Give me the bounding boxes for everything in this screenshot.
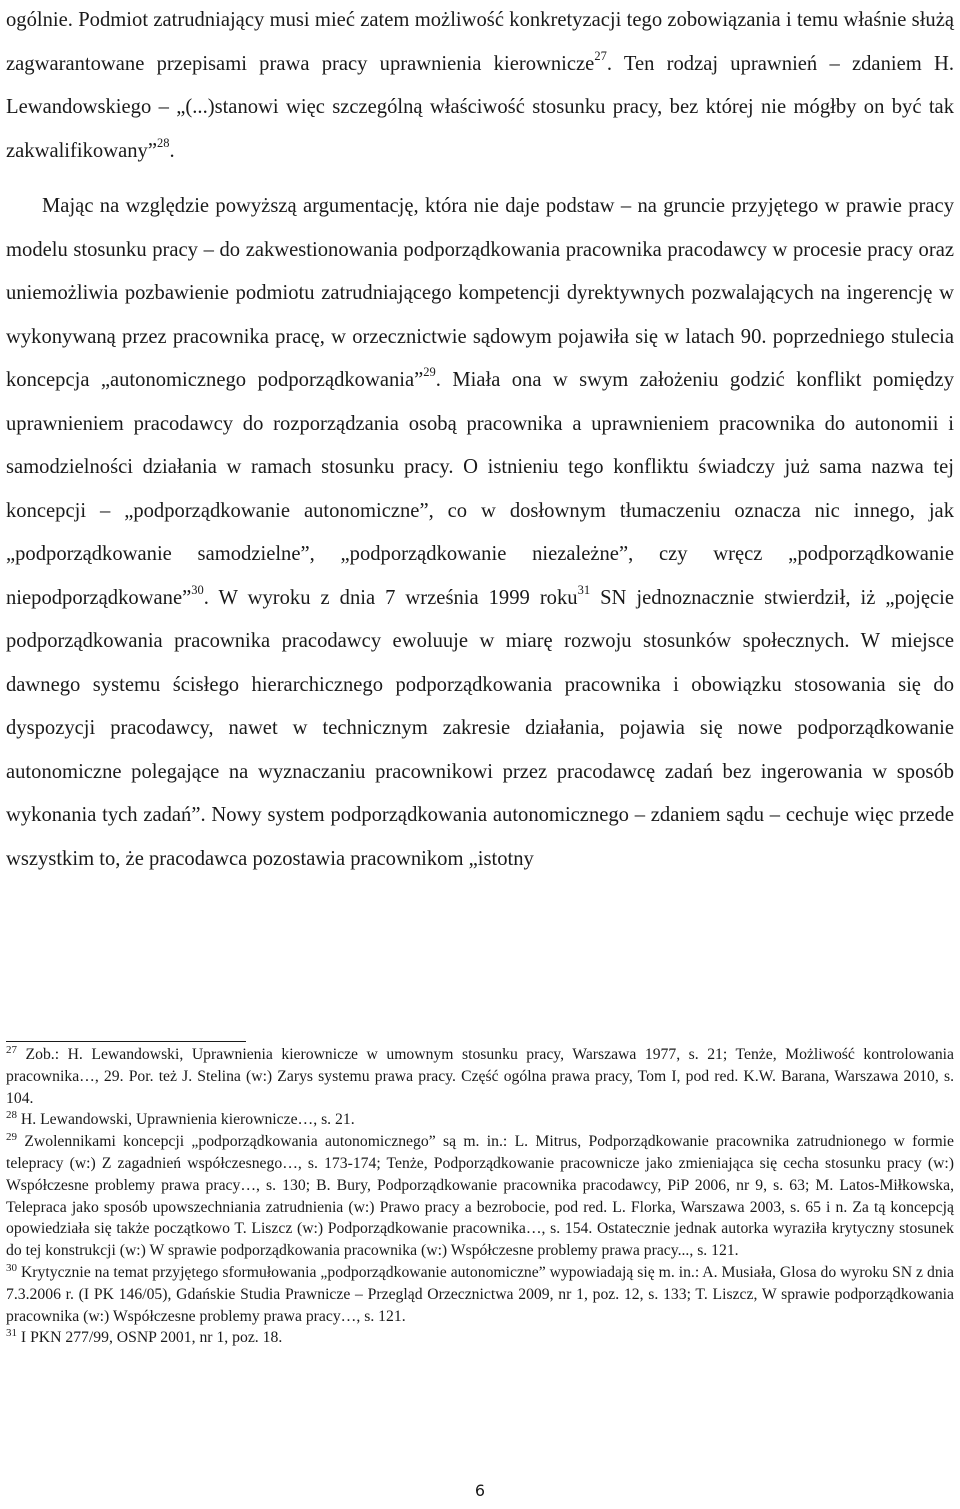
footnote	[6, 1044, 954, 1109]
footnote-number: 27	[6, 1044, 17, 1056]
footnote-number: 31	[6, 1327, 17, 1340]
footnote-number: 29	[6, 1131, 17, 1144]
footnote	[6, 1109, 954, 1131]
body-paragraph	[6, 185, 954, 881]
footnote-ref[interactable]: 30	[191, 582, 204, 597]
footnote-text: Zwolennikami koncepcji „podporządkowania autonomicznego” są m. in.: L. Mitrus, Podporządkowanie pracownika zatrudnionego w formie telepracy (w:) Z zagadnień współczesnego…, s. 173-174; Tenże, Podporządkowanie pracownicze jako zmieniająca się cecha stosunku pracy (w:) Współczesne problemy prawa pracy…, s. 130; B. Bury, Podporządkowanie pracownika pracodawcy, PiP 2006, nr 9, s. 63; M. Latos-Miłkowska, Telepraca jako sposób upowszechniania zatrudnienia (w:) Prawo pracy a bezrobocie, pod red. L. Florka, Warszawa 2003, s. 65 i n. Za tą koncepcją opowiedziała się także początkowo T. Liszcz (w:) Podporządkowanie pracownika…, s. 154. Ostatecznie jednak autorka wyraziła krytyczny stosunek do tej konstrukcji (w:) W sprawie podporządkowania pracownika (w:) Współczesne problemy prawa pracy..., s. 121.	[6, 1133, 954, 1260]
paragraph-text: . W wyroku z dnia 7 września 1999 roku	[203, 586, 578, 609]
footnote-number: 28	[6, 1109, 17, 1122]
footnote-ref[interactable]: 29	[423, 365, 436, 379]
footnote-divider	[6, 1041, 246, 1042]
footnote-ref[interactable]: 27	[594, 48, 607, 63]
footnote-text: H. Lewandowski, Uprawnienia kierownicze…, s. 21.	[20, 1111, 355, 1129]
page-number: 6	[474, 1481, 486, 1500]
footnote-number: 30	[6, 1261, 17, 1274]
footnote-ref[interactable]: 28	[156, 135, 170, 150]
paragraph-text: SN jednoznacznie stwierdził, iż „pojęcie podporządkowania pracownika pracodawcy ewoluuje w miarę rozwoju stosunków społecznych. W miejsce dawnego systemu ścisłego hierarchicznego podporządkowania pracownika i obowiązku stosowania się do dyspozycji pracodawcy, nawet w technicznym zakresie działania, pojawia się nowe podporządkowanie autonomiczne polegające na wyznaczaniu pracownikowi przez pracodawcę zadań bez ingerowania w sposób wykonania tych zadań”. Nowy system podporządkowania autonomicznego – zdaniem sądu – cechuje więc przede wszystkim to, że pracodawca pozostawia pracownikom „istotny	[6, 586, 954, 870]
footnotes-section	[6, 1044, 954, 1349]
footnote-text: I PKN 277/99, OSNP 2001, nr 1, poz. 18.	[20, 1329, 283, 1347]
footnote	[6, 1131, 954, 1262]
footnote-text: Krytycznie na temat przyjętego sformułowania „podporządkowanie autonomiczne” wypowiadają się m. in.: A. Musiała, Glosa do wyroku SN z dnia 7.3.2006 r. (I PK 146/05), Gdańskie Studia Prawnicze – Przegląd Orzecznictwa 2009, nr 1, poz. 12, s. 133; T. Liszcz, W sprawie podporządkowania pracownika (w:) Współczesne problemy prawa pracy…, s. 121.	[6, 1263, 954, 1325]
body-paragraph	[6, 0, 954, 173]
footnote-ref[interactable]: 31	[577, 582, 591, 597]
paragraph-text: . Ten rodzaj uprawnień – zdaniem H. Lewandowskiego – „(...)stanowi więc szczególną właściwość stosunku pracy, bez której nie mógłby on być tak zakwalifikowany”	[6, 52, 954, 162]
paragraph-text: ogólnie. Podmiot zatrudniający musi mieć zatem możliwość konkretyzacji tego zobowiązania i temu właśnie służą zagwarantowane przepisami prawa pracy uprawnienia kierownicze	[6, 9, 954, 75]
footnote	[6, 1327, 954, 1349]
footnote	[6, 1262, 954, 1327]
paragraph-text: Mając na względzie powyższą argumentację, która nie daje podstaw – na gruncie przyjętego w prawie pracy modelu stosunku pracy – do zakwestionowania podporządkowania pracownika pracodawcy w procesie pracy oraz uniemożliwia pozbawienie podmiotu zatrudniającego kompetencji dyrektywnych pozwalających na ingerencję w wykonywaną przez pracownika pracę, w orzecznictwie sądowym pojawiła się w latach 90. poprzedniego stulecia koncepcja „autonomicznego podporządkowania”	[6, 195, 954, 391]
paragraph-text: .	[169, 139, 175, 162]
paragraph-text: . Miała ona w swym założeniu godzić konflikt pomiędzy uprawnieniem pracodawcy do rozporządzania osobą pracownika a uprawnieniem pracownika do autonomii i samodzielności działania w ramach stosunku pracy. O istnieniu tego konfliktu świadczy już sama nazwa tej koncepcji – „podporządkowanie autonomiczne”, co w dosłownym tłumaczeniu oznacza nic innego, jak „podporządkowanie samodzielne”, „podporządkowanie niezależne”, czy wręcz „podporządkowanie niepodporządkowane”	[6, 369, 954, 609]
footnote-text: Zob.: H. Lewandowski, Uprawnienia kierownicze w umownym stosunku pracy, Warszawa 1977, s. 21; Tenże, Możliwość kontrolowania pracownika…, 29. Por. też J. Stelina (w:) Zarys systemu prawa pracy. Część ogólna prawa pracy, Tom I, pod red. K.W. Barana, Warszawa 2010, s. 104.	[6, 1046, 955, 1107]
